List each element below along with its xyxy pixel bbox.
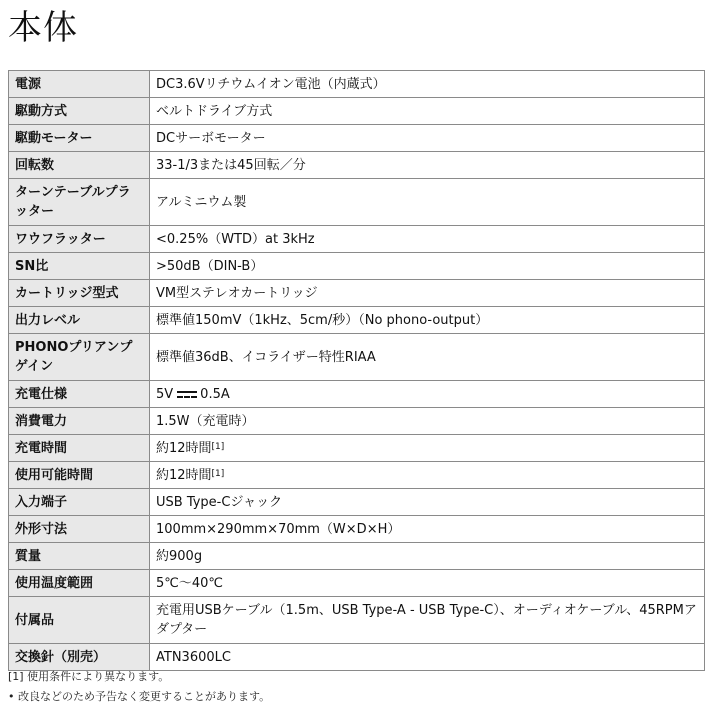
spec-table — [8, 70, 705, 671]
table-row — [9, 516, 705, 543]
spec-label: SN比 — [9, 253, 150, 280]
spec-value: USB Type-Cジャック — [150, 489, 705, 516]
spec-value: 5℃〜40℃ — [150, 570, 705, 597]
spec-value: 33-1/3または45回転／分 — [150, 152, 705, 179]
spec-label: 外形寸法 — [9, 516, 150, 543]
spec-label: カートリッジ型式 — [9, 280, 150, 307]
spec-label: 駆動モーター — [9, 125, 150, 152]
table-row — [9, 226, 705, 253]
spec-label: 出力レベル — [9, 307, 150, 334]
table-row — [9, 408, 705, 435]
dc-current-icon — [177, 391, 197, 398]
table-row — [9, 253, 705, 280]
table-row — [9, 98, 705, 125]
spec-value: 標準値36dB、イコライザー特性RIAA — [150, 334, 705, 381]
spec-value: >50dB（DIN-B） — [150, 253, 705, 280]
table-row — [9, 179, 705, 226]
table-row — [9, 152, 705, 179]
table-row — [9, 381, 705, 408]
spec-value — [150, 381, 705, 408]
table-row — [9, 570, 705, 597]
spec-value-text: 約12時間 — [156, 440, 212, 456]
table-row — [9, 307, 705, 334]
spec-value: DCサーボモーター — [150, 125, 705, 152]
spec-label: ターンテーブルプラッター — [9, 179, 150, 226]
voltage-value: 5V — [156, 386, 174, 402]
spec-label: 充電仕様 — [9, 381, 150, 408]
table-row — [9, 489, 705, 516]
spec-label: 回転数 — [9, 152, 150, 179]
spec-value: DC3.6Vリチウムイオン電池（内蔵式） — [150, 71, 705, 98]
spec-value: 標準値150mV（1kHz、5cm/秒）（No phono-output） — [150, 307, 705, 334]
spec-value: 1.5W（充電時） — [150, 408, 705, 435]
spec-label: 入力端子 — [9, 489, 150, 516]
spec-label: 交換針（別売） — [9, 644, 150, 671]
footnote-ref: [1] — [211, 468, 225, 479]
table-row — [9, 435, 705, 462]
table-row — [9, 334, 705, 381]
spec-value: ATN3600LC — [150, 644, 705, 671]
spec-label: 使用可能時間 — [9, 462, 150, 489]
spec-value: <0.25%（WTD）at 3kHz — [150, 226, 705, 253]
spec-label: 駆動方式 — [9, 98, 150, 125]
current-value: 0.5A — [200, 386, 230, 402]
table-row — [9, 462, 705, 489]
spec-label: 充電時間 — [9, 435, 150, 462]
footnote-usage-conditions: [1] 使用条件により異なります。 — [8, 670, 170, 683]
table-row — [9, 543, 705, 570]
spec-label: 消費電力 — [9, 408, 150, 435]
spec-label: PHONOプリアンプゲイン — [9, 334, 150, 381]
spec-value — [150, 462, 705, 489]
table-row — [9, 125, 705, 152]
spec-value — [150, 435, 705, 462]
spec-value-text: 約12時間 — [156, 467, 212, 483]
spec-label: ワウフラッター — [9, 226, 150, 253]
spec-value: 充電用USBケーブル（1.5m、USB Type-A - USB Type-C）、オーディオケーブル、45RPMアダプター — [150, 597, 705, 644]
spec-value: ベルトドライブ方式 — [150, 98, 705, 125]
spec-value: 100mm×290mm×70mm（W×D×H） — [150, 516, 705, 543]
spec-value: 約900g — [150, 543, 705, 570]
footnote-ref: [1] — [211, 441, 225, 452]
table-row — [9, 644, 705, 671]
page-title: 本体 — [8, 8, 78, 48]
spec-value: アルミニウム製 — [150, 179, 705, 226]
table-row — [9, 597, 705, 644]
table-row — [9, 71, 705, 98]
spec-label: 質量 — [9, 543, 150, 570]
table-row — [9, 280, 705, 307]
spec-value: VM型ステレオカートリッジ — [150, 280, 705, 307]
footnote-change-notice: • 改良などのため予告なく変更することがあります。 — [8, 690, 271, 703]
spec-label: 電源 — [9, 71, 150, 98]
spec-label: 使用温度範囲 — [9, 570, 150, 597]
spec-label: 付属品 — [9, 597, 150, 644]
